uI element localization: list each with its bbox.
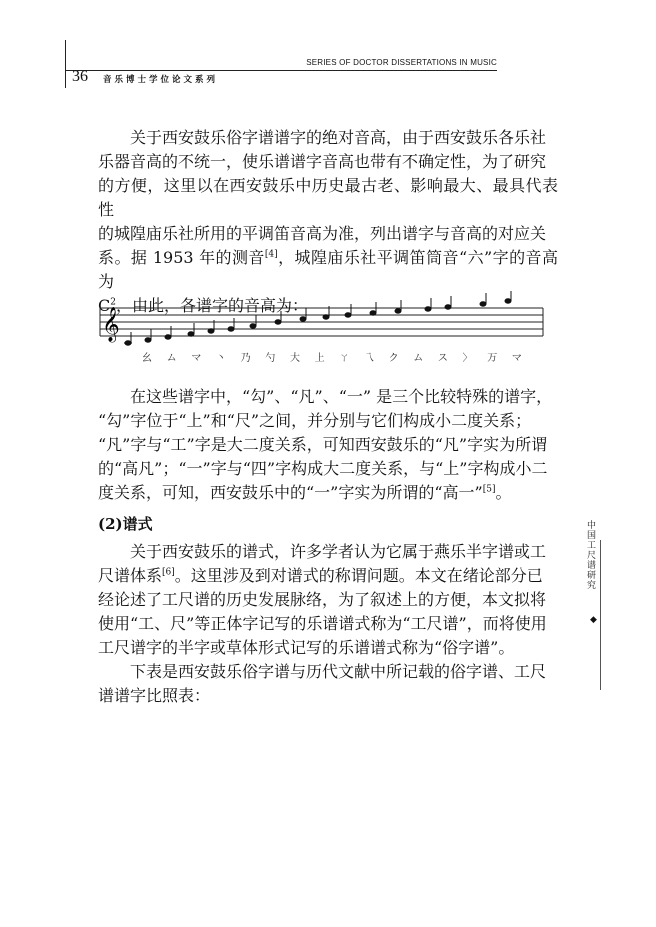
para2-line1: 在这些谱字中，“勾”、“凡”、“一” 是三个比较特殊的谱字， [130, 387, 553, 406]
label: マ [191, 353, 202, 364]
series-title-cn: 音乐博士学位论文系列 [103, 75, 219, 85]
paragraph-special-characters [98, 385, 558, 505]
side-tab-rule [600, 540, 601, 690]
pitch-superscript: 2 [110, 297, 116, 308]
para1-line6-a: C [98, 296, 111, 315]
section-heading: (2)谱式 [98, 515, 153, 533]
para3-line3: 经论述了工尺谱的历史发展脉络，为了叙述上的方便，本文拟将 [98, 590, 547, 609]
header-rule [65, 70, 497, 71]
para1-line5 [98, 246, 558, 294]
para3-line1: 关于西安鼓乐的谱式，许多学者认为它属于燕乐半字谱或工 [130, 542, 547, 561]
para1-line5-b: ，城隍庙乐社平调笛筒音“六”字的音高为 [98, 248, 558, 291]
para1-line6-b: ，由此，各谱字的音高为： [115, 296, 308, 315]
para4-line2: 谱谱字比照表： [98, 686, 211, 705]
para3-line2-b: 。这里涉及到对谱式的称谓问题。本文在绪论部分已 [174, 566, 543, 585]
para4-line1: 下表是西安鼓乐俗字谱与历代文献中所记载的俗字谱、工尺 [130, 662, 547, 681]
label: ク [388, 353, 399, 364]
series-title-en: SERIES OF DOCTOR DISSERTATIONS IN MUSIC [306, 58, 497, 67]
pu-zi-labels [142, 349, 522, 364]
footnote-ref-4: [4] [264, 249, 278, 260]
para2-line2: “勾”字位于“上”和“尺”之间，并分别与它们构成小二度关系； [98, 411, 532, 430]
para2-line5-b: 。 [495, 483, 512, 502]
para3-line4: 使用“工、尺”等正体字记写的乐谱谱式称为“工尺谱”，而将使用 [98, 614, 547, 633]
para1-line3: 的方便，这里以在西安鼓乐中历史最古老、影响最大、最具代表性 [98, 176, 558, 219]
label: ス [437, 353, 448, 364]
label: 丶 [215, 353, 226, 364]
label: 上 [314, 353, 325, 364]
diamond-icon: ◆ [590, 615, 597, 625]
treble-clef-icon: 𝄞 [102, 307, 120, 342]
paragraph-notation [98, 540, 558, 708]
side-tab-title: 中国工尺谱研究 [585, 520, 595, 590]
label: ム [413, 353, 424, 364]
para1-line4: 的城隍庙乐社所用的平调笛音高为准，列出谱字与音高的对应关 [98, 224, 547, 243]
para2-line3: “凡”字与“工”字是大二度关系，可知西安鼓乐的“凡”字实为所谓 [98, 435, 548, 454]
footnote-ref-6: [6] [162, 567, 175, 578]
para3-line2 [98, 564, 558, 588]
label: 大 [289, 353, 300, 364]
notes [124, 291, 511, 345]
header-vertical-rule [65, 40, 66, 88]
para1-line5-a: 系。据 1953 年的测音 [98, 248, 265, 267]
para3-line5: 工尺谱字的半字或草体形式记写的乐谱谱式称为“俗字谱”。 [98, 638, 515, 657]
para2-line5 [98, 481, 558, 505]
footnote-ref-5: [5] [482, 484, 496, 495]
label: 勺 [265, 353, 276, 364]
para3-line2-a: 尺谱体系 [98, 566, 163, 585]
para1-line1: 关于西安鼓乐俗字谱谱字的绝对音高，由于西安鼓乐各乐社 [130, 128, 547, 147]
label: 乃 [240, 353, 251, 364]
para2-line5-a: 度关系，可知，西安鼓乐中的“一”字实为所谓的“高一” [98, 483, 483, 502]
staff-lines [100, 308, 543, 336]
label: 幺 [142, 353, 152, 364]
label: ム [166, 353, 177, 364]
page-number: 36 [72, 68, 88, 85]
para2-line4: 的“高凡”；“一”字与“四”字构成大二度关系，与“上”字构成小二 [98, 459, 548, 478]
label: 万 [487, 353, 498, 364]
label: マ [511, 353, 522, 364]
label: ㄚ [339, 353, 350, 364]
label: 〉 [462, 353, 473, 364]
para1-line2: 乐器音高的不统一，使乐谱谱字音高也带有不确定性，为了研究 [98, 152, 547, 171]
label: 乁 [363, 353, 374, 364]
